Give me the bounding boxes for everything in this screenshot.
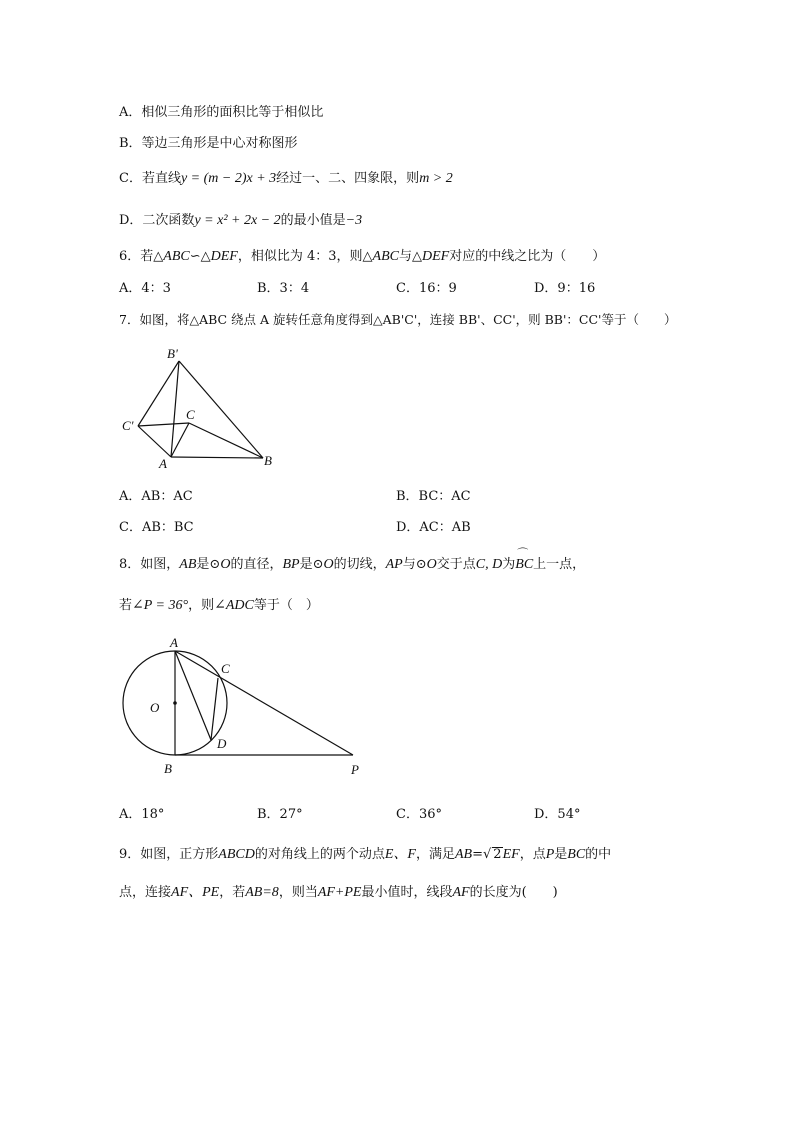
q8-angle-adc: ∠ADC: [214, 598, 254, 613]
q8-stem-line1: [119, 556, 585, 574]
q7-option-c: C．AB：BC: [119, 520, 194, 535]
q5-option-c-mid: 经过一、二、四象限，则: [276, 171, 420, 186]
q8-o: O: [323, 557, 334, 572]
q6-def-2: DEF: [421, 249, 450, 264]
q8-center-dot: [173, 701, 177, 705]
q8-s9: 上一点，: [533, 557, 586, 572]
q8-cd: C, D: [475, 557, 503, 572]
q6-abc-2: ABC: [372, 249, 399, 264]
q7-edge-c-b: [189, 423, 263, 458]
q7-label-bprime: B': [167, 346, 178, 361]
q5-option-d: [119, 212, 362, 230]
q7-edge-a-b: [171, 457, 263, 458]
q9-ab: AB: [454, 847, 473, 862]
q9-af: AF: [452, 885, 470, 900]
q9-af-pe: AF、PE: [171, 885, 220, 900]
q6-abc: ABC: [163, 249, 190, 264]
q5-option-d-mid: 的最小值是: [280, 213, 346, 228]
q8-figure: [115, 633, 370, 783]
q7-edge-bprime-cprime: [138, 361, 179, 426]
q9-l1-d: =: [472, 847, 483, 862]
q8-s8: 为: [502, 557, 516, 572]
q7-option-a: A．AB：AC: [119, 489, 193, 504]
q8-segment-ad: [175, 651, 211, 740]
circle-symbol: ⊙: [415, 557, 427, 572]
circle-symbol: ⊙: [209, 557, 221, 572]
q9-l1-a: 9．如图，正方形: [119, 847, 219, 862]
q7-label-c: C: [186, 407, 195, 422]
q9-l2-b: ，若: [219, 885, 246, 900]
q9-stem-line2: [119, 884, 558, 902]
q9-l1-e: ，点: [519, 847, 546, 862]
q9-sum: AF+PE: [317, 885, 362, 900]
q8-s7: 交于点: [436, 557, 476, 572]
q7-stem: 7．如图，将△ABC 绕点 A 旋转任意角度得到△AB'C'，连接 BB'、CC'，则 BB'：CC'等于（ ）: [119, 312, 677, 327]
q9-sqrt-radicand: 2: [493, 847, 502, 862]
q8-label-o: O: [150, 700, 160, 715]
q9-l1-c: ，满足: [415, 847, 455, 862]
q8-s5: 的切线，: [333, 557, 386, 572]
q8-o: O: [426, 557, 437, 572]
q5-option-a: A．相似三角形的面积比等于相似比: [119, 105, 324, 120]
q8-s2: 是: [196, 557, 210, 572]
q8-s6: 与: [402, 557, 416, 572]
q6-stem: [119, 248, 605, 266]
q6-stem-c: 与△: [398, 249, 422, 264]
q5-option-c-condition: m > 2: [419, 171, 453, 186]
q6-option-c: C．16：9: [396, 281, 457, 296]
q7-label-cprime: C': [122, 418, 134, 433]
q7-option-d: D．AC：AB: [396, 520, 471, 535]
q9-l2-c: ，则当: [278, 885, 318, 900]
q6-option-a: A．4：3: [119, 281, 171, 296]
q8-s4: 是: [299, 557, 313, 572]
q6-similar-sign: ∽△: [189, 249, 211, 264]
q8-label-p: P: [351, 762, 359, 777]
q7-figure: [115, 340, 285, 475]
q5-option-d-equation: y = x² + 2x − 2: [194, 213, 281, 228]
q8-line2-a: 若: [119, 598, 133, 613]
q9-l2-a: 点，连接: [119, 885, 172, 900]
q8-label-b: B: [164, 761, 172, 776]
q9-bc: BC: [567, 847, 586, 862]
q9-l1-b: 的对角线上的两个动点: [254, 847, 385, 862]
q5-option-c-equation: y = (m − 2)x + 3: [180, 171, 277, 186]
q8-secant-ap: [175, 651, 353, 755]
q5-option-d-value: −3: [345, 213, 363, 228]
q8-ap: AP: [385, 557, 403, 572]
circle-symbol: ⊙: [312, 557, 324, 572]
q6-stem-a: 6．若△: [119, 249, 164, 264]
q8-s3: 的直径，: [230, 557, 283, 572]
q7-edge-cprime-c: [138, 423, 189, 426]
q9-stem-line1: [119, 846, 611, 864]
q9-l1-f: 是: [554, 847, 568, 862]
q8-option-b: B．27°: [257, 807, 303, 822]
q5-option-c-prefix: C．若直线: [119, 171, 181, 186]
q5-option-c: [119, 170, 453, 188]
sqrt-icon: √: [483, 847, 492, 862]
q9-l2-d: 最小值时，线段: [361, 885, 453, 900]
q8-s1: 8．如图，: [119, 557, 180, 572]
q9-abcd: ABCD: [218, 847, 255, 862]
q8-stem-line2: [119, 597, 319, 615]
q8-line2-b: ，则: [188, 598, 215, 613]
q7-edge-cprime-a: [138, 426, 171, 457]
q6-option-d: D．9：16: [534, 281, 596, 296]
q8-o: O: [220, 557, 231, 572]
q9-p: P: [545, 847, 555, 862]
q6-stem-b: ，相似比为 4：3，则△: [237, 249, 373, 264]
q8-option-a: A．18°: [119, 807, 165, 822]
q7-option-b: B．BC：AC: [396, 489, 471, 504]
q8-label-d: D: [217, 736, 227, 751]
q8-segment-cd: [211, 678, 218, 740]
q8-option-d: D．54°: [534, 807, 581, 822]
q9-ef-2: EF: [502, 847, 520, 862]
q8-label-c: C: [221, 661, 230, 676]
q9-ab-8: AB=8: [245, 885, 279, 900]
q8-bp: BP: [282, 557, 300, 572]
q5-option-d-prefix: D．二次函数: [119, 213, 195, 228]
q9-ef: E、F: [384, 847, 416, 862]
q6-def: DEF: [210, 249, 238, 264]
q8-ab: AB: [179, 557, 197, 572]
q8-label-a: A: [170, 635, 178, 650]
q9-l2-e: 的长度为( ): [469, 885, 558, 900]
q7-label-b: B: [264, 453, 272, 468]
q5-option-b: B．等边三角形是中心对称图形: [119, 136, 298, 151]
q8-arc-bc: ⌒ BC: [515, 556, 533, 574]
q6-option-b: B．3：4: [257, 281, 310, 296]
q8-option-c: C．36°: [396, 807, 442, 822]
q8-angle-p: ∠P = 36°: [132, 598, 189, 613]
q9-l1-g: 的中: [585, 847, 612, 862]
q8-line2-c: 等于（ ）: [253, 598, 319, 613]
q7-label-a: A: [159, 456, 167, 471]
q6-stem-d: 对应的中线之比为（ ）: [449, 249, 606, 264]
q7-edge-a-bprime: [171, 361, 179, 457]
